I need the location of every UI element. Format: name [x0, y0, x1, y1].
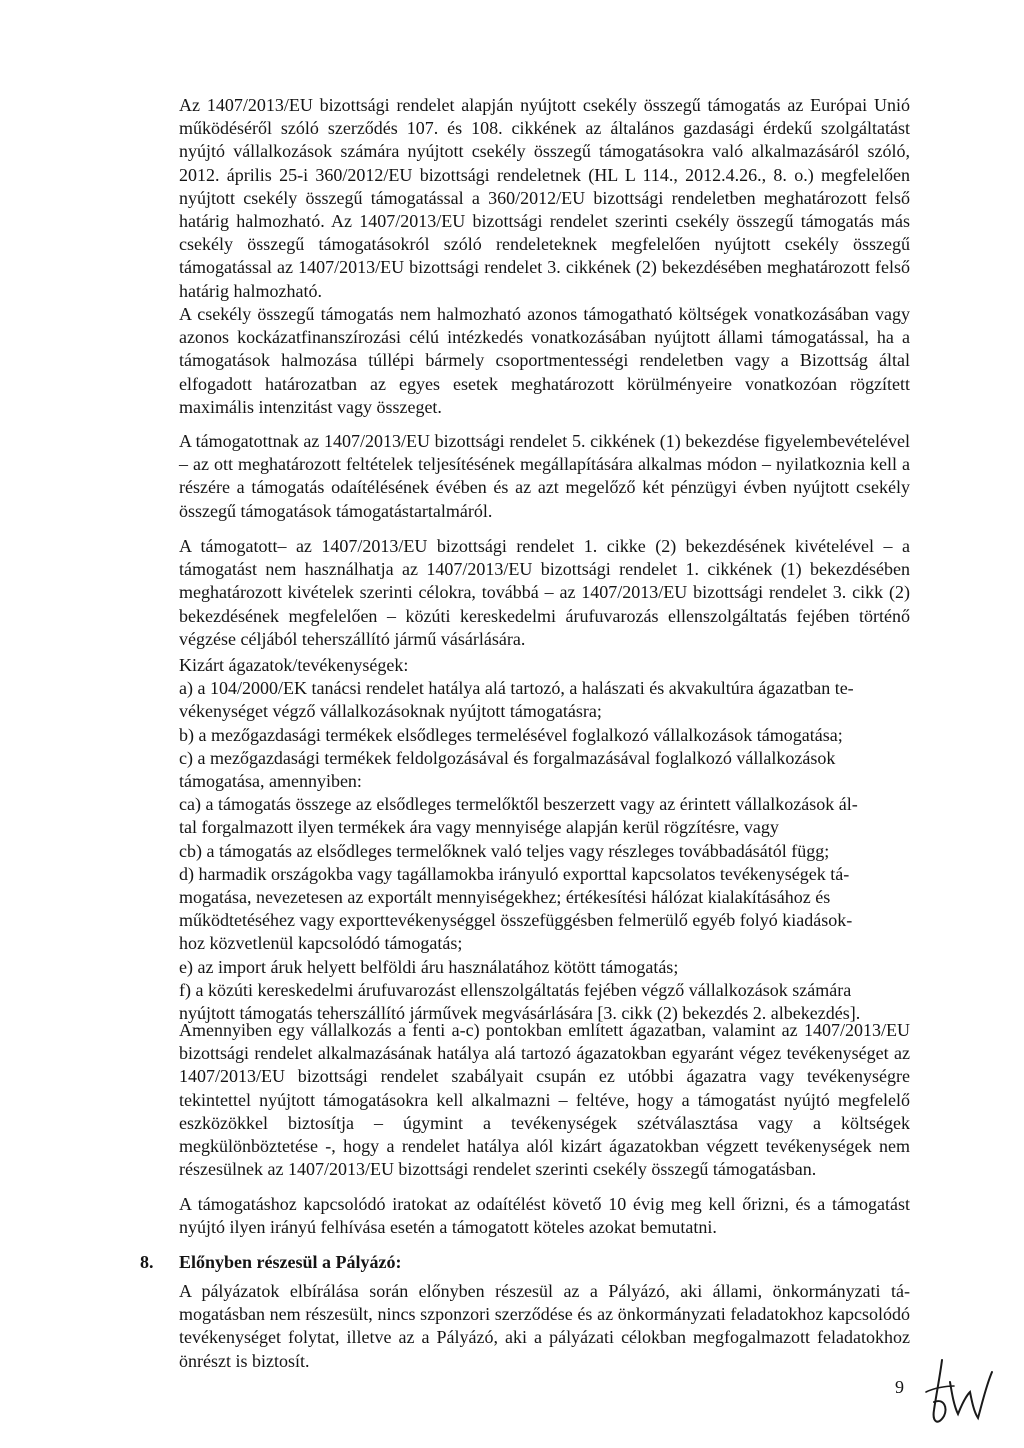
section-body: A pályázatok elbírálása során előnyben részesül az a Pályázó, aki állami, önkormányzati támogatásban nem részesült, nincs szponzori szerződése és az önkormányzati feladatokhoz kapcsolódó tevékenységet folytat, illetve az a Pályázó, aki a pályázati célokban megfogalmazott feladatokhoz önrészt is biztosít.: [179, 1281, 910, 1371]
paragraph-cumulation-360-2012: Az 1407/2013/EU bizottsági rendelet alapján nyújtott csekély összegű támogatás az Európai Unió működéséről szóló szerződés 107. és 108. cikkének az általános gazdasági érdekű szolgáltatást nyújtó vállalkozások számára nyújtott csekély összegű támogatásokra való alkalmazásáról szóló, 2012. április 25-i 360/2012/EU bizottsági rendeletnek (HL L 114., 2012.4.26., 8. o.) megfelelően nyújtott csekély összegű támogatással a 360/2012/EU bizottsági rendeletben meghatározott felső határig halmozható. Az 1407/2013/EU bizottsági rendelet szerinti csekély összegű támogatás más csekély összegű támogatásokról szóló rendeleteknek megfelelően nyújtott csekély összegű támogatással az 1407/2013/EU bizottsági rendelet 3. cikkének (2) bekezdésében meghatározott felső határig halmozható.: [179, 95, 910, 301]
signature-initials: [920, 1352, 1000, 1430]
list-item: mogatása, nevezetesen az exportált mennyiségekhez; értékesítési hálózat kialakításához és: [179, 887, 831, 908]
list-item: f) a közúti kereskedelmi árufuvarozást ellenszolgáltatás fejében végző vállalkozások számára: [179, 979, 852, 1000]
section-title: Előnyben részesül a Pályázó:: [179, 1252, 402, 1272]
page-number: 9: [895, 1377, 904, 1397]
list-item: b) a mezőgazdasági termékek elsődleges termelésével foglalkozó vállalkozások támogatása;: [179, 724, 843, 745]
list-item: hoz közvetlenül kapcsolódó támogatás;: [179, 933, 463, 954]
list-item: e) az import áruk helyett belföldi áru használatához kötött támogatás;: [179, 956, 679, 977]
list-item: ca) a támogatás összege az elsődleges termelőktől beszerzett vagy az érintett vállalkozások ál-: [179, 794, 858, 815]
paragraph-declaration-obligation: A támogatottnak az 1407/2013/EU bizottsági rendelet 5. cikkének (1) bekezdése figyelembevételével – az ott meghatározott feltételek teljesítésének megállapítására alkalmas módon – nyilatkoznia kell a részére a támogatás odaítélésének évében és az azt megelőző két pénzügyi évben nyújtott csekély összegű támogatások támogatástartalmáról.: [179, 431, 910, 521]
section-number: 8.: [140, 1252, 154, 1272]
list-item: d) harmadik országokba vagy tagállamokba irányuló exporttal kapcsolatos tevékenységek tá-: [179, 863, 850, 884]
list-item: támogatása, amennyiben:: [179, 771, 362, 792]
paragraph-usage-restriction: A támogatott– az 1407/2013/EU bizottsági rendelet 1. cikke (2) bekezdésének kivételével – a támogatást nem használhatja az 1407/2013/EU bizottsági rendelet 1. cikkének (1) bekezdésében meghatározott kivételek szerinti célokra, továbbá – az 1407/2013/EU bizottsági rendelet 3. cikk (2) bekezdésének megfelelően – közúti kereskedelmi árufuvarozás ellenszolgáltatás fejében történő végzése céljából teherszállító jármű vásárlására.: [179, 536, 910, 649]
excluded-sectors-list: [179, 654, 910, 1025]
list-item: vékenységet végző vállalkozásoknak nyújtott támogatásra;: [179, 701, 602, 722]
list-item: nyújtott támogatás teherszállító járművek megvásárlására [3. cikk (2) bekezdés 2. albekezdés].: [179, 1003, 861, 1024]
paragraph-cumulation-restriction: A csekély összegű támogatás nem halmozható azonos támogatható költségek vonatkozásában vagy azonos kockázatfinanszírozási célú intézkedés vonatkozásában nyújtott állami támogatással, ha a támogatások halmozása túllépi bármely csoportmentességi rendeletben vagy a Bizottság által elfogadott határozatban az egyes esetek meghatározott körülményeire vonatkozóan rögzített maximális intenzitást vagy összeget.: [179, 304, 910, 417]
list-item: c) a mezőgazdasági termékek feldolgozásával és forgalmazásával foglalkozó vállalkozások: [179, 747, 836, 768]
list-item: működtetéséhez vagy exporttevékenységgel összefüggésben felmerülő egyéb folyó kiadások-: [179, 910, 853, 931]
paragraph-document-retention: A támogatáshoz kapcsolódó iratokat az odaítélést követő 10 évig meg kell őrizni, és a támogatást nyújtó ilyen irányú felhívása esetén a támogatott köteles azokat bemutatni.: [179, 1194, 910, 1238]
list-item: cb) a támogatás az elsődleges termelőknek való teljes vagy részleges továbbadásától függ;: [179, 840, 830, 861]
list-item: a) a 104/2000/EK tanácsi rendelet hatálya alá tartozó, a halászati és akvakultúra ágazatban te-: [179, 678, 854, 699]
paragraph-mixed-activities: Amennyiben egy vállalkozás a fenti a-c) pontokban említett ágazatban, valamint az 1407/2013/EU bizottsági rendelet alkalmazásának hatálya alá tartozó ágazatokban egyaránt végez tevékenységet az 1407/2013/EU bizottsági rendelet szabályait csupán ez utóbbi ágazatra vagy tevékenységre tekintettel nyújtott támogatásokra kell alkalmazni – feltéve, hogy a támogatást nyújtó megfelelő eszközökkel biztosítja – úgymint a tevékenységek szétválasztása vagy a költségek megkülönböztetése -, hogy a rendelet hatálya alól kizárt ágazatokban végzett tevékenységek nem részesülnek az 1407/2013/EU bizottsági rendelet szerinti csekély összegű támogatásban.: [179, 1020, 910, 1180]
list-item: tal forgalmazott ilyen termékek ára vagy mennyisége alapján kerül rögzítésre, vagy: [179, 817, 779, 838]
excluded-sectors-heading: Kizárt ágazatok/tevékenységek:: [179, 655, 409, 675]
